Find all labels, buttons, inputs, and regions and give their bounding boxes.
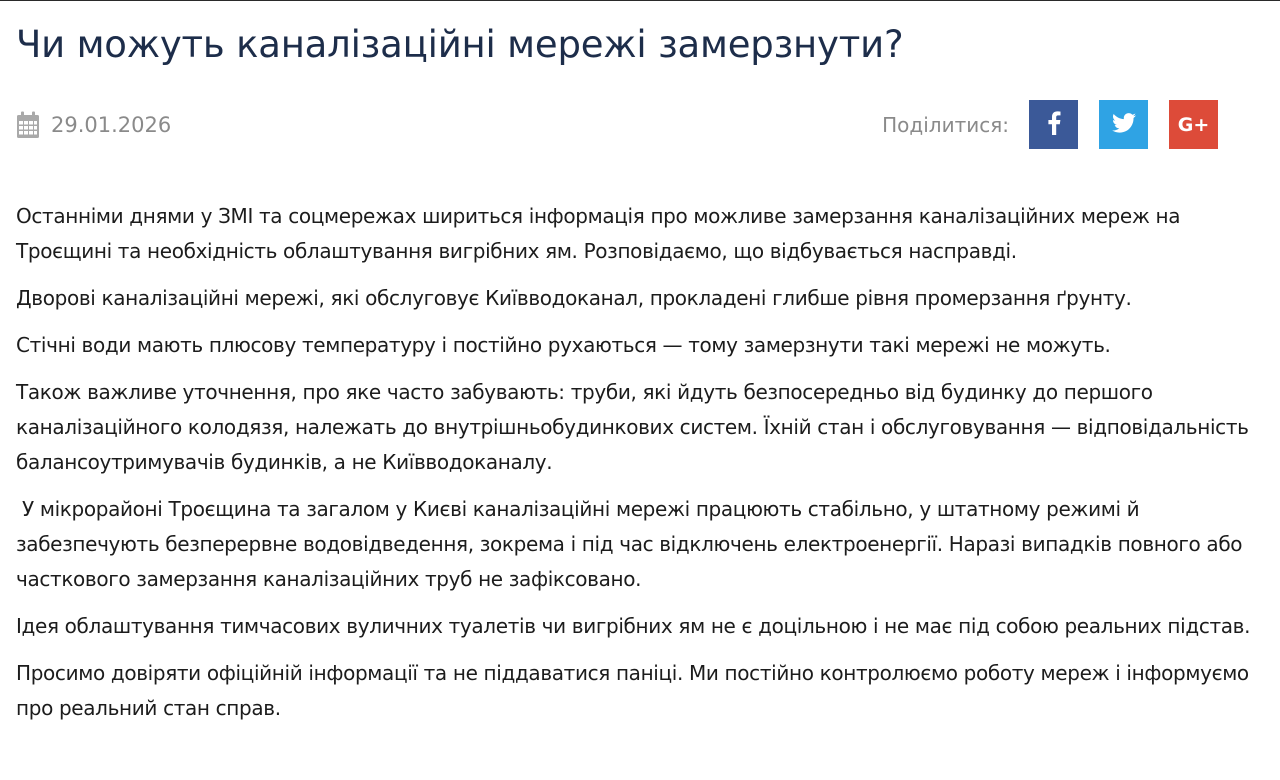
article-date [16,109,171,141]
share-twitter-button[interactable] [1099,100,1148,149]
share-bar [882,100,1218,149]
article-title: Чи можуть каналізаційні мережі замерзнути? [16,23,904,66]
share-google-plus-button[interactable] [1169,100,1218,149]
share-label: Поділитися: [882,112,1009,137]
article-paragraph: Ідея облаштування тимчасових вуличних туалетів чи вигрібних ям не є доцільною і не має під собою реальних підстав. [16,614,1251,638]
article-paragraph: Стічні води мають плюсову температуру і постійно рухаються — тому замерзнути такі мережі не можуть. [16,333,1111,357]
calendar-icon [16,111,40,139]
date-text: 29.01.2026 [51,113,172,137]
article-paragraph: Просимо довіряти офіційній інформації та не піддаватися паніці. Ми постійно контролюємо роботу мереж і інформуємо про реальний стан справ. [16,661,1249,720]
share-facebook-button[interactable] [1029,100,1078,149]
google-plus-icon: G+ [1177,113,1210,136]
article-paragraph: Також важливе уточнення, про яке часто забувають: труби, які йдуть безпосередньо від будинку до першого каналізаційного колодязя, належать до внутрішньобудинкових систем. Їхній стан і обслуговування — відповідальність балансоутримувачів будинків, а не Київводоканалу. [16,380,1249,474]
article-paragraph: Дворові каналізаційні мережі, які обслуговує Київводоканал, прокладені глибше рівня промерзання ґрунту. [16,286,1132,310]
facebook-icon [1047,111,1061,139]
twitter-icon [1112,113,1136,137]
article-body [16,199,1256,738]
article-paragraph: У мікрорайоні Троєщина та загалом у Києві каналізаційні мережі працюють стабільно, у штатному режимі й забезпечують безперервне водовідведення, зокрема і під час відключень електроенергії. Наразі випадків повного або часткового замерзання каналізаційних труб не зафіксовано. [16,497,1249,591]
article-paragraph: Останніми днями у ЗМІ та соцмережах шириться інформація про можливе замерзання каналізаційних мереж на Троєщині та необхідність облаштування вигрібних ям. Розповідаємо, що відбувається насправді. [16,204,1181,263]
